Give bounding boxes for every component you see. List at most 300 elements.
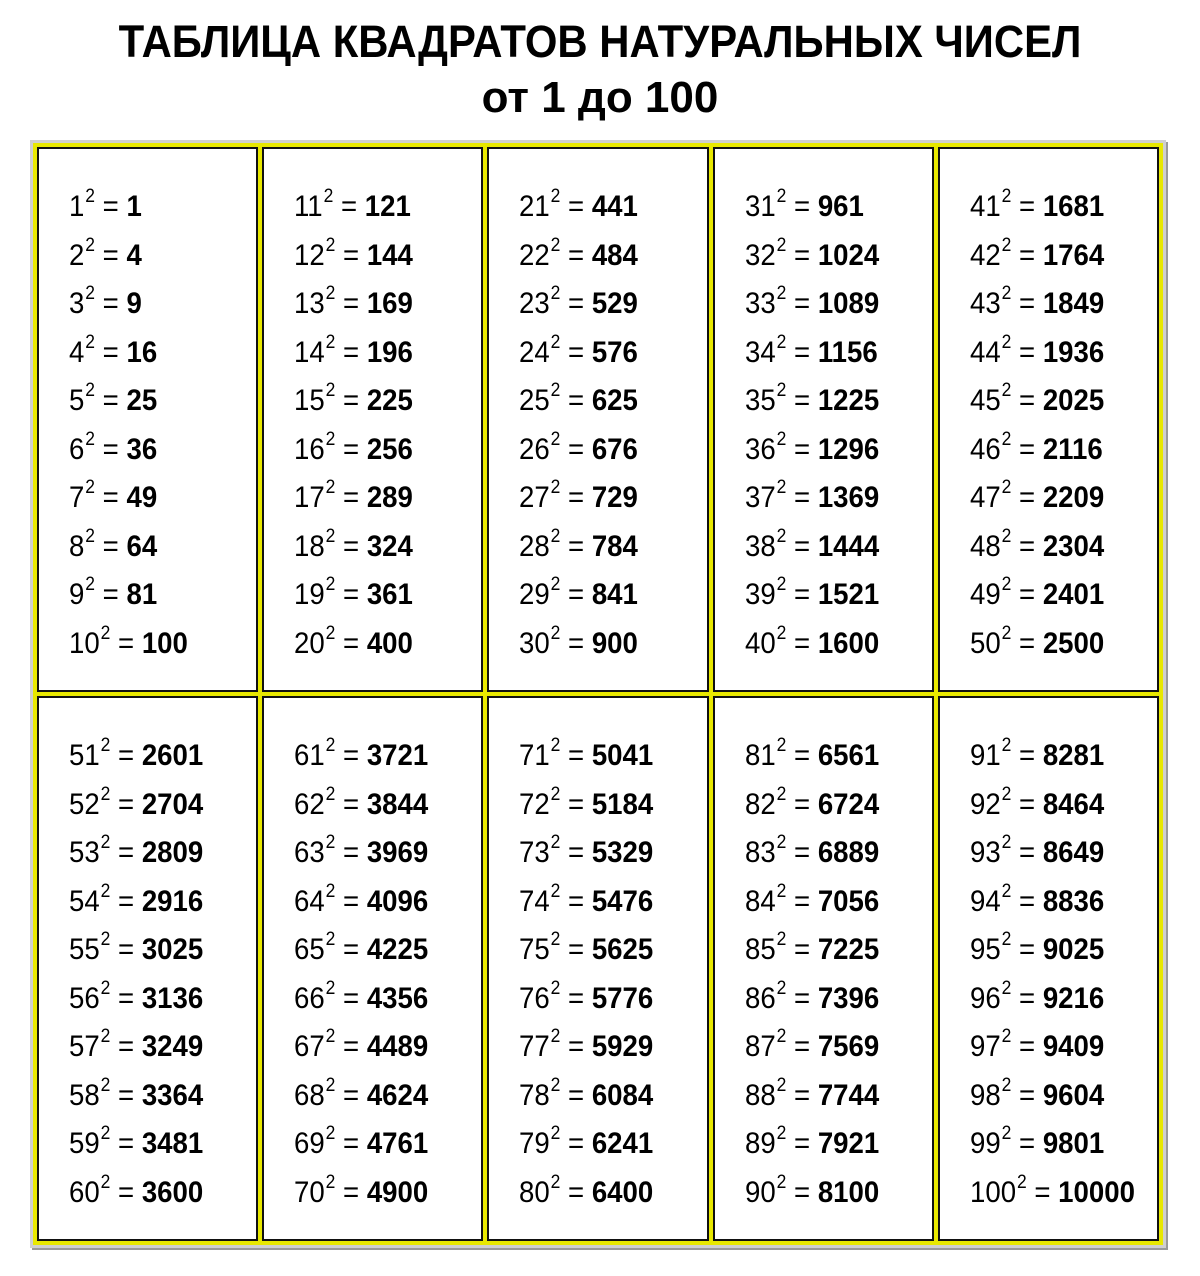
- equals-sign: =: [560, 190, 593, 223]
- square-value: 100: [141, 626, 188, 660]
- equals-sign: =: [785, 335, 818, 369]
- equals-sign: =: [560, 884, 593, 918]
- square-value: 2401: [1042, 578, 1105, 611]
- square-value: 961: [817, 190, 864, 223]
- square-exponent: 2: [551, 1026, 561, 1047]
- square-base: 80: [519, 1175, 551, 1209]
- equals-sign: =: [1011, 933, 1043, 966]
- square-base: 75: [519, 933, 551, 966]
- equals-sign: =: [95, 481, 127, 514]
- square-value: 5184: [592, 787, 654, 821]
- equals-sign: =: [1011, 190, 1043, 223]
- square-exponent: 2: [1001, 380, 1012, 401]
- square-value: 676: [592, 432, 639, 466]
- square-exponent: 2: [100, 783, 111, 805]
- square-entry: [745, 183, 917, 232]
- equals-sign: =: [1011, 481, 1043, 514]
- equals-sign: =: [785, 432, 818, 466]
- square-base: 47: [969, 481, 1001, 514]
- equals-sign: =: [785, 1175, 818, 1209]
- square-exponent: 2: [776, 234, 786, 256]
- equals-sign: =: [560, 529, 593, 563]
- square-exponent: 2: [551, 832, 561, 853]
- square-exponent: 2: [776, 380, 786, 401]
- square-entry: [69, 232, 241, 281]
- square-exponent: 2: [1001, 783, 1012, 805]
- equals-sign: =: [560, 287, 593, 320]
- square-value: 6400: [592, 1175, 654, 1209]
- square-base: 45: [969, 384, 1001, 417]
- square-base: 72: [519, 787, 551, 821]
- square-base: 29: [519, 578, 551, 611]
- square-base: 91: [969, 739, 1001, 772]
- equals-sign: =: [560, 481, 593, 514]
- equals-sign: =: [560, 836, 593, 869]
- square-exponent: 2: [551, 783, 561, 805]
- square-base: 56: [69, 981, 100, 1015]
- square-exponent: 2: [776, 735, 786, 756]
- square-exponent: 2: [325, 880, 336, 902]
- square-entry: [69, 474, 241, 523]
- square-base: 19: [294, 578, 325, 611]
- square-base: 85: [744, 933, 776, 966]
- square-entry: [69, 377, 241, 426]
- square-exponent: 2: [100, 832, 111, 853]
- square-exponent: 2: [551, 574, 561, 595]
- square-entry: [519, 426, 691, 475]
- square-exponent: 2: [776, 977, 786, 999]
- square-base: 97: [969, 1030, 1001, 1063]
- equals-sign: =: [110, 1030, 142, 1063]
- equals-sign: =: [785, 626, 818, 660]
- square-entry: [745, 523, 917, 572]
- square-value: 7225: [817, 933, 879, 966]
- square-value: 6889: [817, 836, 879, 869]
- square-entry: [745, 1169, 917, 1218]
- square-entry: [519, 620, 691, 669]
- equals-sign: =: [333, 190, 365, 223]
- square-exponent: 2: [551, 283, 561, 304]
- square-entry: [294, 1072, 466, 1121]
- square-value: 225: [367, 384, 414, 417]
- square-entry: [294, 377, 466, 426]
- square-entry: [519, 975, 691, 1024]
- square-exponent: 2: [325, 331, 336, 353]
- square-value: 9216: [1042, 981, 1105, 1015]
- square-entry: [970, 732, 1142, 781]
- square-entry: [69, 280, 241, 329]
- square-base: 79: [519, 1127, 551, 1160]
- square-base: 41: [969, 190, 1001, 223]
- square-base: 50: [969, 626, 1001, 660]
- square-exponent: 2: [325, 574, 336, 595]
- square-entry: [69, 1023, 241, 1072]
- square-entry: [519, 878, 691, 927]
- square-entry: [294, 620, 466, 669]
- square-value: 1024: [817, 238, 879, 272]
- equals-sign: =: [95, 190, 127, 223]
- square-exponent: 2: [85, 525, 96, 547]
- square-exponent: 2: [100, 735, 111, 756]
- equals-sign: =: [785, 739, 818, 772]
- square-base: 86: [744, 981, 776, 1015]
- table-cell: [487, 696, 708, 1241]
- square-base: 33: [744, 287, 776, 320]
- square-value: 5476: [592, 884, 654, 918]
- square-entry: [745, 426, 917, 475]
- square-entry: [519, 732, 691, 781]
- square-entry: [519, 1072, 691, 1121]
- square-base: 25: [519, 384, 551, 417]
- equals-sign: =: [95, 432, 127, 466]
- square-entry: [69, 523, 241, 572]
- square-entry: [519, 474, 691, 523]
- square-exponent: 2: [100, 880, 111, 902]
- square-base: 95: [969, 933, 1001, 966]
- square-value: 784: [592, 529, 639, 563]
- square-entry: [745, 474, 917, 523]
- square-exponent: 2: [551, 977, 561, 999]
- equals-sign: =: [95, 578, 127, 611]
- square-value: 2601: [141, 739, 204, 772]
- square-entry: [69, 571, 241, 620]
- equals-sign: =: [95, 287, 127, 320]
- square-value: 7569: [817, 1030, 879, 1063]
- square-entry: [970, 620, 1142, 669]
- square-value: 1600: [817, 626, 879, 660]
- equals-sign: =: [560, 578, 593, 611]
- square-base: 6: [69, 432, 85, 466]
- square-value: 5929: [592, 1030, 654, 1063]
- square-entry: [519, 232, 691, 281]
- square-value: 5776: [592, 981, 654, 1015]
- square-base: 84: [744, 884, 776, 918]
- square-entry: [69, 878, 241, 927]
- square-exponent: 2: [325, 283, 336, 304]
- equals-sign: =: [110, 1175, 142, 1209]
- square-entry: [69, 620, 241, 669]
- equals-sign: =: [785, 287, 818, 320]
- square-value: 4356: [367, 981, 429, 1015]
- square-entry: [970, 1120, 1142, 1169]
- equals-sign: =: [560, 626, 593, 660]
- equals-sign: =: [560, 335, 593, 369]
- square-entry: [970, 426, 1142, 475]
- square-entry: [69, 426, 241, 475]
- square-base: 64: [294, 884, 325, 918]
- square-entry: [69, 1169, 241, 1218]
- square-value: 121: [364, 190, 412, 223]
- square-exponent: 2: [551, 622, 561, 644]
- square-value: 2704: [141, 787, 204, 821]
- square-base: 58: [69, 1078, 100, 1112]
- square-exponent: 2: [325, 234, 336, 256]
- equals-sign: =: [785, 981, 818, 1015]
- square-base: 26: [519, 432, 551, 466]
- square-exponent: 2: [325, 1171, 336, 1193]
- square-value: 10000: [1057, 1175, 1135, 1209]
- square-base: 38: [744, 529, 776, 563]
- square-value: 324: [367, 529, 414, 563]
- square-entry: [745, 329, 917, 378]
- equals-sign: =: [335, 384, 368, 417]
- square-exponent: 2: [85, 186, 96, 207]
- square-exponent: 2: [85, 331, 96, 353]
- equals-sign: =: [1011, 432, 1043, 466]
- square-base: 44: [969, 335, 1001, 369]
- square-exponent: 2: [325, 783, 336, 805]
- square-value: 2500: [1042, 626, 1105, 660]
- square-value: 2116: [1042, 432, 1103, 466]
- square-entry: [519, 829, 691, 878]
- square-value: 2916: [141, 884, 204, 918]
- square-base: 87: [744, 1030, 776, 1063]
- equals-sign: =: [785, 787, 818, 821]
- square-exponent: 2: [1001, 622, 1012, 644]
- equals-sign: =: [110, 1127, 142, 1160]
- square-exponent: 2: [776, 574, 786, 595]
- square-value: 4624: [367, 1078, 429, 1112]
- equals-sign: =: [1011, 1078, 1043, 1112]
- equals-sign: =: [335, 335, 368, 369]
- square-exponent: 2: [551, 186, 561, 207]
- square-value: 5625: [592, 933, 654, 966]
- square-entry: [745, 232, 917, 281]
- square-base: 52: [69, 787, 100, 821]
- square-exponent: 2: [325, 977, 336, 999]
- square-entry: [519, 377, 691, 426]
- square-base: 12: [294, 238, 325, 272]
- square-exponent: 2: [551, 234, 561, 256]
- square-exponent: 2: [323, 186, 334, 207]
- square-base: 54: [69, 884, 100, 918]
- square-entry: [294, 1120, 466, 1169]
- square-entry: [69, 781, 241, 830]
- square-value: 8464: [1042, 787, 1105, 821]
- equals-sign: =: [335, 1030, 368, 1063]
- square-exponent: 2: [776, 783, 786, 805]
- equals-sign: =: [560, 933, 593, 966]
- square-exponent: 2: [85, 380, 96, 401]
- equals-sign: =: [785, 933, 818, 966]
- square-value: 1936: [1042, 335, 1105, 369]
- square-value: 9025: [1042, 933, 1105, 966]
- square-entry: [69, 975, 241, 1024]
- square-base: 48: [969, 529, 1001, 563]
- square-base: 17: [294, 481, 325, 514]
- square-entry: [970, 571, 1142, 620]
- square-base: 99: [969, 1127, 1001, 1160]
- equals-sign: =: [785, 384, 818, 417]
- equals-sign: =: [1011, 384, 1043, 417]
- square-base: 36: [744, 432, 776, 466]
- square-value: 400: [367, 626, 414, 660]
- square-entry: [970, 926, 1142, 975]
- square-exponent: 2: [551, 477, 561, 498]
- equals-sign: =: [1026, 1175, 1058, 1209]
- square-entry: [519, 1169, 691, 1218]
- equals-sign: =: [95, 238, 127, 272]
- square-exponent: 2: [100, 622, 111, 644]
- square-base: 30: [519, 626, 551, 660]
- square-exponent: 2: [325, 1123, 336, 1144]
- square-value: 196: [367, 335, 414, 369]
- square-value: 9801: [1042, 1127, 1105, 1160]
- square-base: 31: [744, 190, 776, 223]
- square-value: 4: [126, 238, 142, 272]
- square-base: 89: [744, 1127, 776, 1160]
- square-entry: [970, 232, 1142, 281]
- square-entry: [69, 732, 241, 781]
- square-entry: [294, 571, 466, 620]
- square-value: 1764: [1042, 238, 1105, 272]
- equals-sign: =: [1011, 578, 1043, 611]
- square-exponent: 2: [1001, 929, 1012, 950]
- table-cell: [37, 696, 258, 1241]
- square-exponent: 2: [551, 929, 561, 950]
- equals-sign: =: [110, 981, 142, 1015]
- equals-sign: =: [110, 836, 142, 869]
- square-value: 625: [592, 384, 639, 417]
- equals-sign: =: [335, 1127, 368, 1160]
- square-base: 96: [969, 981, 1001, 1015]
- square-value: 1: [126, 190, 142, 223]
- square-exponent: 2: [100, 1171, 111, 1193]
- square-entry: [745, 1072, 917, 1121]
- equals-sign: =: [335, 481, 368, 514]
- square-base: 74: [519, 884, 551, 918]
- equals-sign: =: [335, 884, 368, 918]
- equals-sign: =: [560, 1030, 593, 1063]
- square-exponent: 2: [1001, 880, 1012, 902]
- square-exponent: 2: [1001, 428, 1012, 450]
- square-value: 3481: [141, 1127, 204, 1160]
- equals-sign: =: [560, 384, 593, 417]
- square-entry: [970, 474, 1142, 523]
- square-entry: [745, 829, 917, 878]
- square-entry: [294, 829, 466, 878]
- square-base: 61: [294, 739, 325, 772]
- square-exponent: 2: [551, 1123, 561, 1144]
- square-base: 63: [294, 836, 325, 869]
- square-value: 9604: [1042, 1078, 1105, 1112]
- square-base: 67: [294, 1030, 325, 1063]
- equals-sign: =: [1011, 1127, 1043, 1160]
- square-value: 1369: [817, 481, 879, 514]
- equals-sign: =: [785, 190, 818, 223]
- square-value: 841: [592, 578, 639, 611]
- square-value: 484: [592, 238, 639, 272]
- square-value: 7744: [817, 1078, 879, 1112]
- square-exponent: 2: [776, 880, 786, 902]
- square-value: 256: [367, 432, 414, 466]
- square-base: 40: [744, 626, 776, 660]
- square-entry: [519, 523, 691, 572]
- square-base: 93: [969, 836, 1001, 869]
- square-base: 35: [744, 384, 776, 417]
- square-value: 3249: [141, 1030, 204, 1063]
- equals-sign: =: [1011, 529, 1043, 563]
- square-exponent: 2: [325, 525, 336, 547]
- square-value: 6241: [592, 1127, 654, 1160]
- square-base: 5: [69, 384, 85, 417]
- table-cell: [262, 147, 483, 692]
- square-base: 43: [969, 287, 1001, 320]
- square-value: 2025: [1042, 384, 1105, 417]
- equals-sign: =: [335, 739, 368, 772]
- square-base: 11: [294, 190, 323, 223]
- square-value: 8281: [1042, 739, 1105, 772]
- equals-sign: =: [785, 578, 818, 611]
- square-exponent: 2: [551, 735, 561, 756]
- square-base: 10: [69, 626, 100, 660]
- square-exponent: 2: [1001, 477, 1012, 498]
- square-value: 6724: [817, 787, 879, 821]
- square-value: 4761: [367, 1127, 429, 1160]
- square-base: 90: [744, 1175, 776, 1209]
- square-base: 4: [69, 335, 85, 369]
- square-exponent: 2: [1001, 331, 1012, 353]
- table-cell: [938, 147, 1159, 692]
- square-base: 55: [69, 933, 100, 966]
- equals-sign: =: [335, 1175, 368, 1209]
- equals-sign: =: [560, 238, 593, 272]
- square-entry: [519, 926, 691, 975]
- equals-sign: =: [1011, 836, 1043, 869]
- square-exponent: 2: [325, 1026, 336, 1047]
- square-base: 66: [294, 981, 325, 1015]
- page-subtitle: от 1 до 100: [481, 73, 719, 122]
- square-base: 18: [294, 529, 325, 563]
- square-entry: [294, 975, 466, 1024]
- square-base: 65: [294, 933, 325, 966]
- equals-sign: =: [785, 481, 818, 514]
- equals-sign: =: [335, 787, 368, 821]
- square-base: 21: [519, 190, 551, 223]
- square-value: 4489: [367, 1030, 429, 1063]
- square-value: 16: [126, 335, 158, 369]
- square-entry: [294, 426, 466, 475]
- square-base: 77: [519, 1030, 551, 1063]
- square-exponent: 2: [776, 622, 786, 644]
- square-entry: [745, 1023, 917, 1072]
- square-entry: [745, 620, 917, 669]
- equals-sign: =: [560, 1175, 593, 1209]
- square-exponent: 2: [776, 1026, 786, 1047]
- square-entry: [970, 829, 1142, 878]
- square-entry: [294, 183, 466, 232]
- square-base: 69: [294, 1127, 325, 1160]
- square-value: 1225: [817, 384, 879, 417]
- square-base: 23: [519, 287, 551, 320]
- square-entry: [294, 878, 466, 927]
- square-exponent: 2: [1001, 977, 1012, 999]
- square-entry: [970, 975, 1142, 1024]
- square-base: 37: [744, 481, 776, 514]
- square-value: 2209: [1042, 481, 1105, 514]
- square-base: 100: [969, 1175, 1016, 1209]
- square-value: 8649: [1042, 836, 1105, 869]
- equals-sign: =: [335, 238, 368, 272]
- table-cell: [37, 147, 258, 692]
- square-entry: [970, 183, 1142, 232]
- equals-sign: =: [785, 836, 818, 869]
- square-base: 68: [294, 1078, 325, 1112]
- square-exponent: 2: [85, 234, 96, 256]
- square-value: 4900: [367, 1175, 429, 1209]
- square-base: 92: [969, 787, 1001, 821]
- square-entry: [69, 183, 241, 232]
